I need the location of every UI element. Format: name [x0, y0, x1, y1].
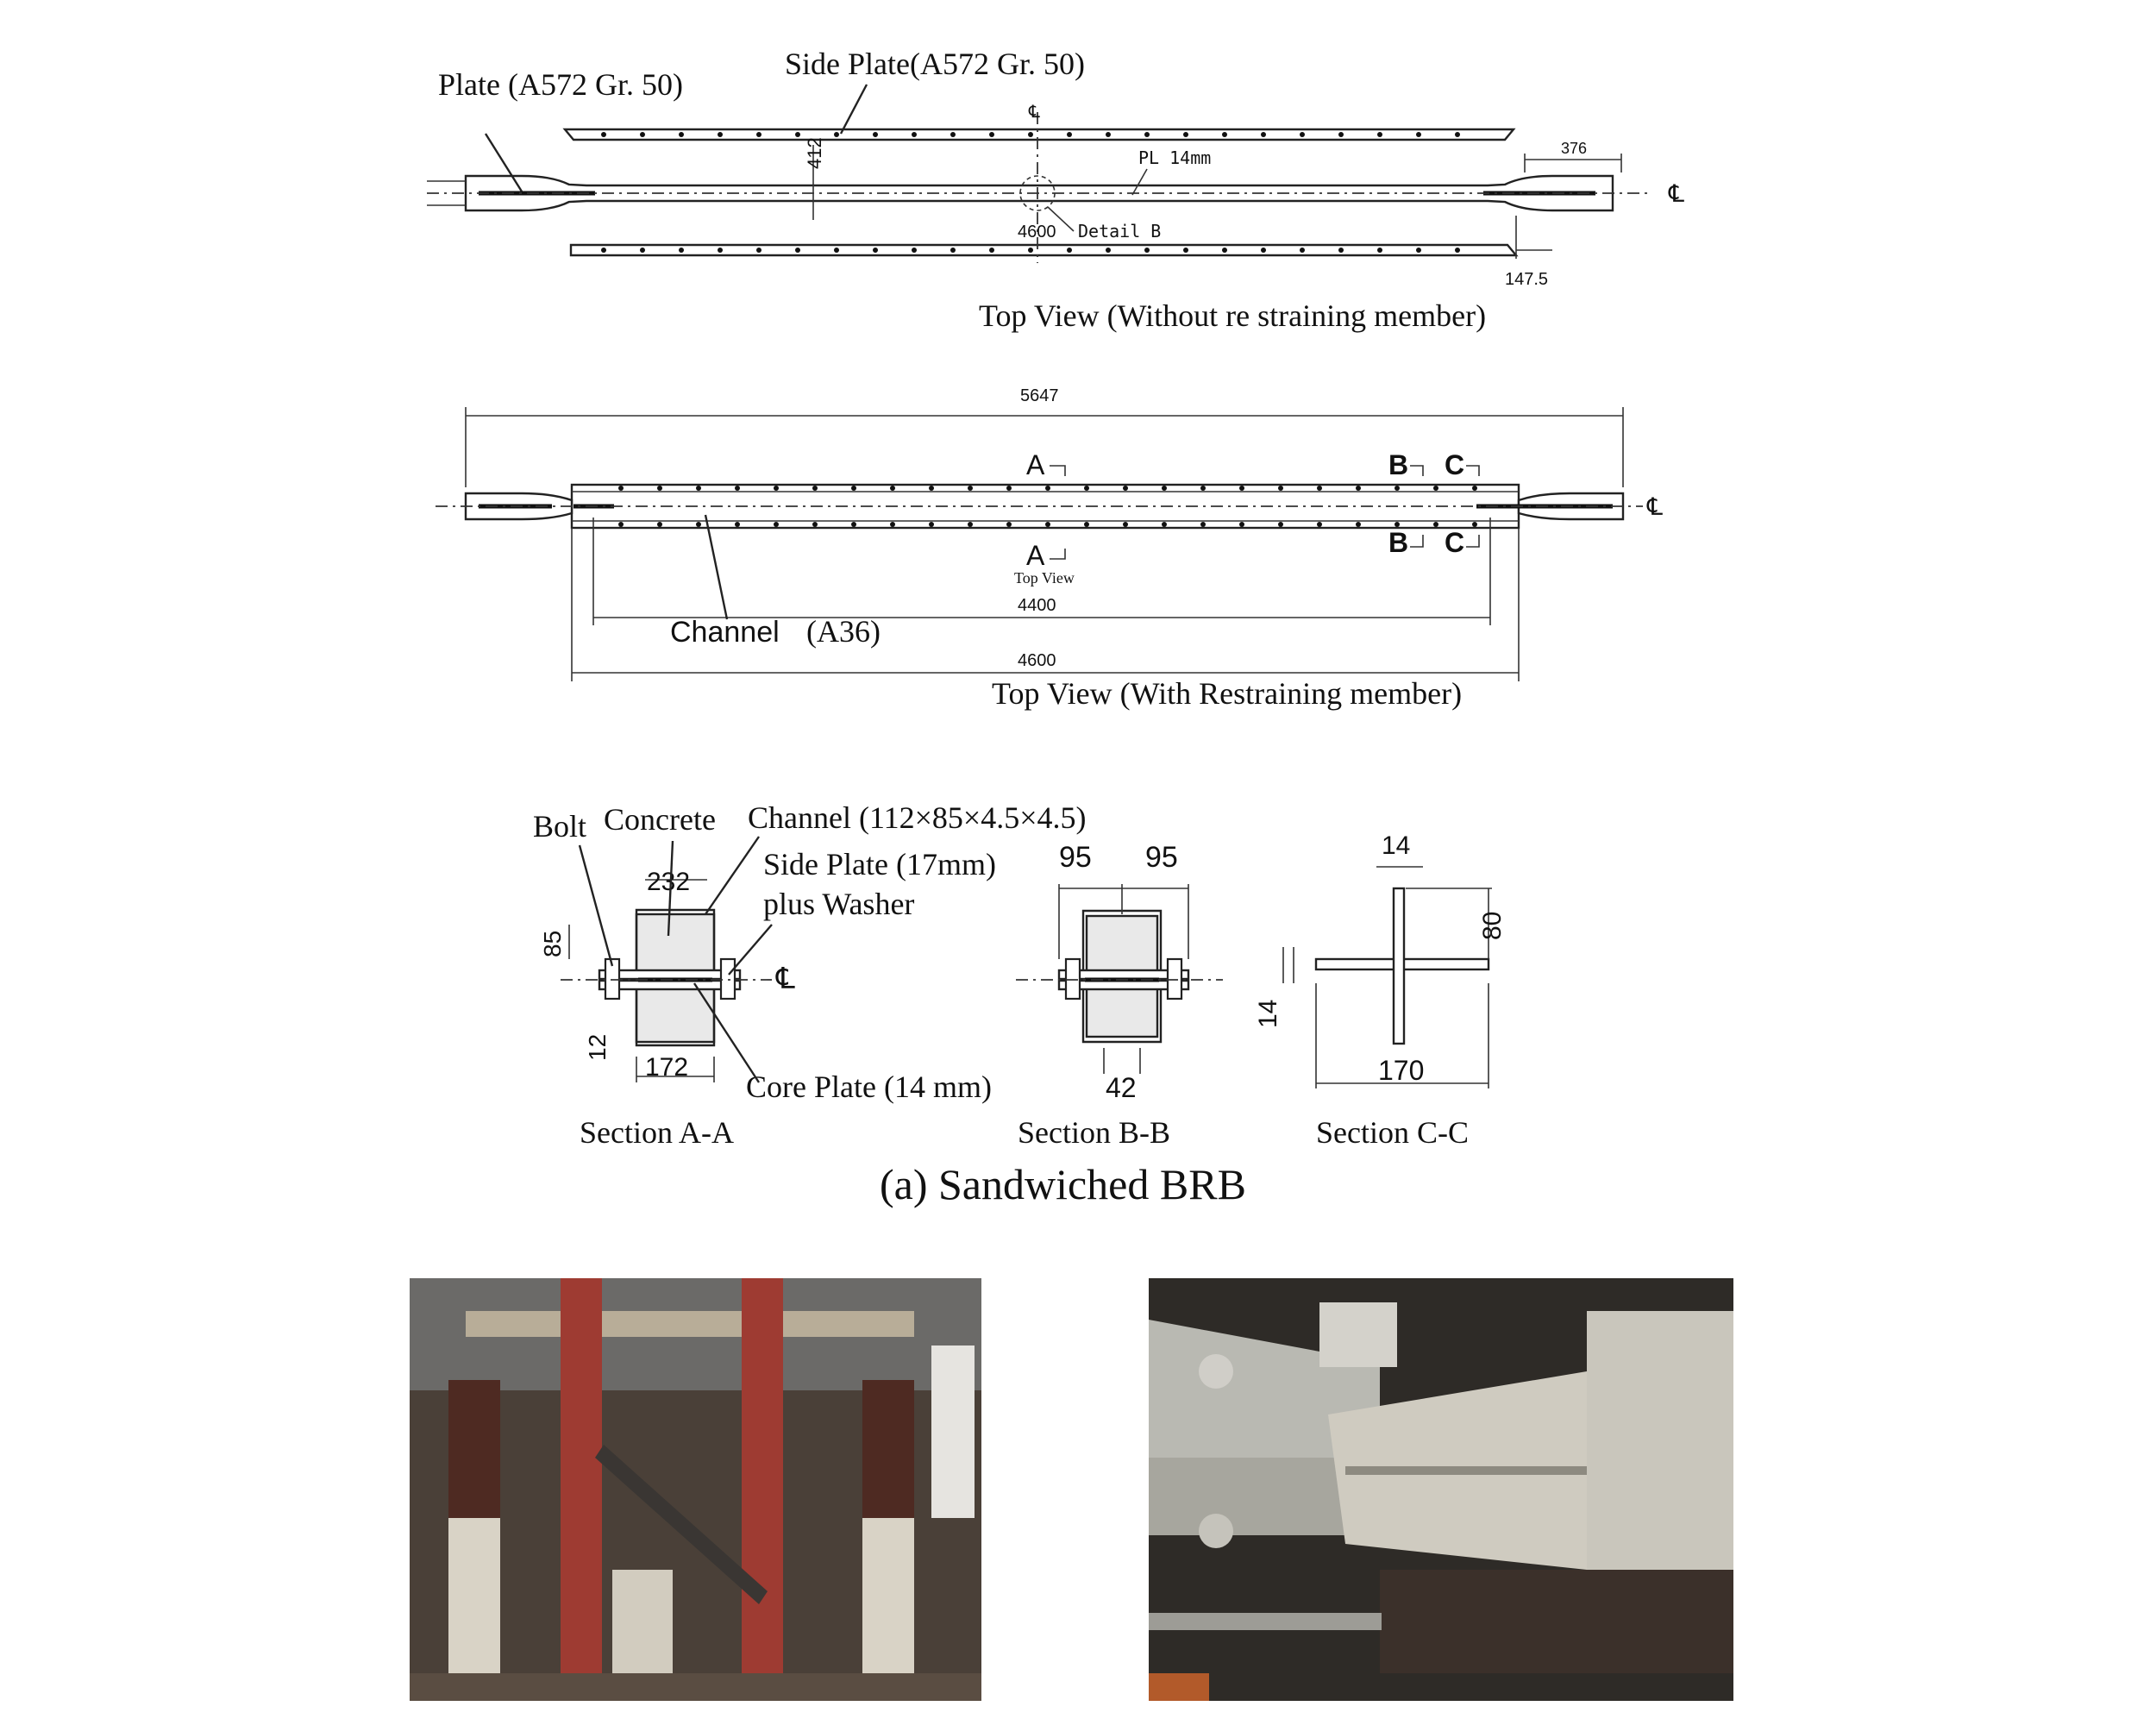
dim-4400: 4400	[1018, 596, 1056, 615]
section-c-c	[1254, 831, 1507, 1150]
bolt-label: Bolt	[533, 809, 587, 844]
dim-4600-b: 4600	[1018, 651, 1056, 670]
channel-grade-label: (A36)	[806, 614, 881, 649]
dim-c-14-left: 14	[1254, 999, 1282, 1028]
dim-147-5: 147.5	[1505, 270, 1549, 289]
dim-42: 42	[1106, 1072, 1137, 1103]
cut-b-bottom: B	[1388, 527, 1409, 558]
side-plate-label: Side Plate(A572 Gr. 50)	[785, 47, 1085, 81]
svg-text:℄: ℄	[1029, 103, 1040, 122]
channel-label: Channel	[670, 616, 780, 649]
core-plate-label: Core Plate (14 mm)	[746, 1070, 992, 1104]
section-c-title: Section C-C	[1316, 1115, 1469, 1150]
dim-12: 12	[584, 1033, 611, 1061]
cut-b-top: B	[1388, 449, 1409, 480]
top-view-2-caption: Top View (With Restraining member)	[992, 676, 1463, 711]
photo-gusset-plate	[1149, 1278, 1733, 1701]
side-plate-17-label: Side Plate (17mm)	[763, 847, 996, 881]
section-a-a	[533, 800, 1087, 1150]
photo-brbf-frame	[410, 1278, 981, 1701]
section-b-b	[1016, 841, 1223, 1150]
dim-412: 412	[804, 137, 825, 169]
washer-label: plus Washer	[763, 887, 915, 921]
cut-a-top: A	[1026, 449, 1045, 480]
cut-a-bottom: A	[1026, 540, 1045, 571]
section-c-web	[1394, 888, 1404, 1044]
section-a-centerline: ℄	[776, 963, 795, 995]
top-view-without-restraint	[427, 47, 1684, 333]
right-column	[742, 1278, 783, 1701]
dim-5647: 5647	[1020, 386, 1059, 405]
dim-4600-a: 4600	[1018, 223, 1056, 242]
plate-label: Plate (A572 Gr. 50)	[438, 67, 683, 102]
section-b-title: Section B-B	[1018, 1115, 1170, 1150]
dim-c-14-top: 14	[1382, 831, 1411, 860]
dim-c-170: 170	[1378, 1055, 1425, 1086]
dim-172: 172	[645, 1053, 689, 1082]
cut-c-bottom: C	[1445, 527, 1465, 558]
channel-size-label: Channel (112×85×4.5×4.5)	[748, 800, 1087, 835]
lower-side-plate	[571, 245, 1516, 255]
dim-c-80: 80	[1478, 911, 1507, 940]
centerline-symbol-1: ℄	[1669, 181, 1684, 208]
dim-95-left: 95	[1059, 841, 1092, 874]
left-column	[561, 1278, 602, 1701]
dim-95-right: 95	[1145, 841, 1178, 874]
dim-376: 376	[1561, 140, 1588, 157]
pl-14-label: PL 14mm	[1138, 147, 1212, 168]
detail-b-label: Detail B	[1078, 221, 1162, 242]
top-view-small-label: Top View	[1014, 569, 1075, 586]
dim-85: 85	[539, 930, 566, 957]
top-view-1-caption: Top View (Without re straining member)	[979, 298, 1487, 333]
caption-a: (a) Sandwiched BRB	[880, 1160, 1246, 1208]
top-view-with-restraint	[436, 386, 1663, 711]
cut-c-top: C	[1445, 449, 1465, 480]
upper-side-plate	[565, 129, 1514, 140]
centerline-symbol-2: ℄	[1647, 494, 1663, 521]
dim-232: 232	[647, 868, 691, 896]
concrete-label: Concrete	[604, 802, 716, 837]
section-a-title: Section A-A	[580, 1115, 734, 1150]
